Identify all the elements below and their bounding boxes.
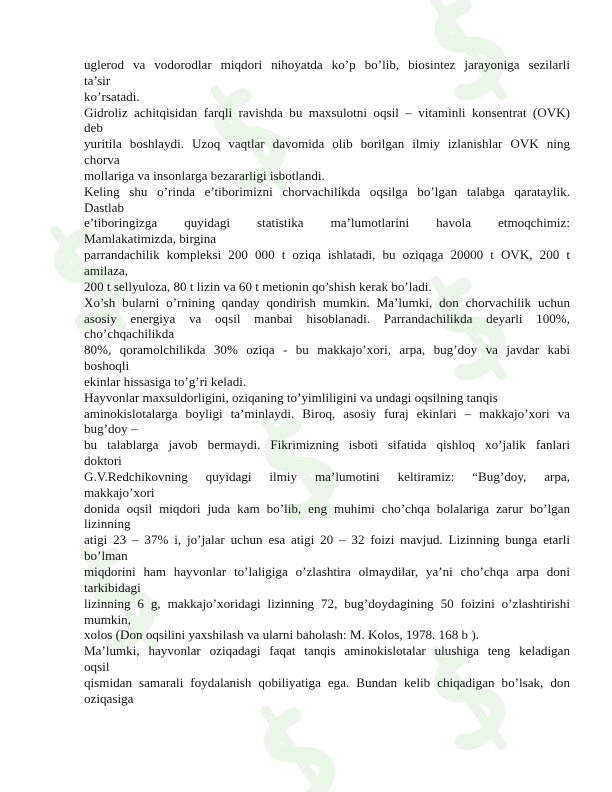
watermark-glyph bbox=[241, 699, 348, 792]
text-line: chorva bbox=[84, 152, 120, 168]
text-line: makkajo’xori bbox=[84, 484, 155, 500]
text-line: mumkin, bbox=[84, 611, 131, 627]
text-line: xolos (Don oqsilini yaxshilash va ularni baholash: M. Kolos, 1978. 168 b ). bbox=[84, 627, 479, 643]
text-line: ko’rsatadi. bbox=[84, 88, 140, 104]
text-line: oziqasiga bbox=[84, 690, 134, 706]
text-line: Xo’sh bularni o’rnining qanday qondirish mumkin. Ma’lumki, don chorvachilik uchun bbox=[84, 294, 570, 310]
text-line: mollariga va insonlarga bezararligi isbotlandi. bbox=[84, 167, 325, 183]
text-line: bu talablarga javob bermaydi. Fikrimizning isboti sifatida qishloq xo’jalik fanlari bbox=[84, 437, 570, 453]
text-line: 80%, qoramolchilikda 30% oziqa - bu makkajo’xori, arpa, bug’doy va javdar kabi bbox=[84, 342, 570, 358]
text-line: Mamlakatimizda, birgina bbox=[84, 231, 217, 247]
text-line: cho’chqachilikda bbox=[84, 326, 175, 342]
text-line: Keling shu o’rinda e’tiborimizni chorvachilikda oqsilga bo’lgan talabga qarataylik. bbox=[84, 183, 570, 199]
text-line: Gidroliz achitqisidan farqli ravishda bu maxsulotni oqsil – vitaminli konsentrat (OVK) bbox=[84, 104, 570, 120]
text-line: boshoqli bbox=[84, 358, 130, 374]
text-line: parrandachilik kompleksi 200 000 t oziqa ishlatadi, bu oziqaga 20000 t OVK, 200 t bbox=[84, 247, 570, 263]
text-line: deb bbox=[84, 120, 103, 136]
text-line: Hayvonlar maxsuldorligini, oziqaning to’yimliligini va undagi oqsilning tanqis bbox=[84, 389, 498, 405]
text-line: e’tiboringizga quyidagi statistika ma’lumotlarini havola etmoqchimiz: bbox=[84, 215, 570, 231]
text-line: Dastlab bbox=[84, 199, 124, 215]
text-line: qismidan samarali foydalanish qobiliyatiga ega. Bundan kelib chiqadigan bo’lsak, don bbox=[84, 674, 570, 690]
text-line: bo’lman bbox=[84, 548, 128, 564]
text-line: donida oqsil miqdori juda kam bo’lib, eng muhimi cho’chqa bolalariga zarur bo’lgan bbox=[84, 500, 570, 516]
text-line: lizinning 6 g, makkajo’xoridagi lizinning 72, bug’doydagining 50 foizini o’zlashtirishi bbox=[84, 595, 570, 611]
text-line: lizinning bbox=[84, 516, 131, 532]
body-text bbox=[84, 57, 570, 707]
text-line: oqsil bbox=[84, 659, 110, 675]
text-line: amilaza, bbox=[84, 262, 128, 278]
text-line: uglerod va vodorodlar miqdori nihoyatda ko’p bo’lib, biosintez jarayoniga sezilarli bbox=[84, 57, 570, 72]
text-line: ta’sir bbox=[84, 72, 111, 88]
text-line: bug’doy – bbox=[84, 421, 138, 437]
text-line: yuritila boshlaydi. Uzoq vaqtlar davomida olib borilgan ilmiy izlanishlar OVK ning bbox=[84, 136, 570, 152]
text-line: tarkibidagi bbox=[84, 579, 141, 595]
text-line: ekinlar hissasiga to’g’ri keladi. bbox=[84, 373, 247, 389]
text-line: aminokislotalarga boyligi ta’minlaydi. Biroq, asosiy furaj ekinlari – makkajo’xori va bbox=[84, 405, 570, 421]
text-line: miqdorini ham hayvonlar to’laligiga o’zlashtira olmaydilar, ya’ni cho’chqa arpa doni bbox=[84, 564, 570, 579]
text-line: doktori bbox=[84, 453, 122, 469]
text-line: asosiy energiya va oqsil manbai hisoblanadi. Parrandachilikda deyarli 100%, bbox=[84, 310, 570, 326]
text-line: 200 t sellyuloza, 80 t lizin va 60 t metionin qo’shish kerak bo’ladi. bbox=[84, 278, 432, 294]
text-line: Ma’lumki, hayvonlar oziqadagi faqat tanqis aminokislotalar ulushiga teng keladigan bbox=[84, 643, 570, 659]
text-line: G.V.Redchikovning quyidagi ilmiy ma’lumotini keltiramiz: “Bug’doy, arpa, bbox=[84, 468, 570, 484]
text-line: atigi 23 – 37% i, jo’jalar uchun esa atigi 20 – 32 foizi mavjud. Lizinning bunga etarli bbox=[84, 532, 570, 548]
